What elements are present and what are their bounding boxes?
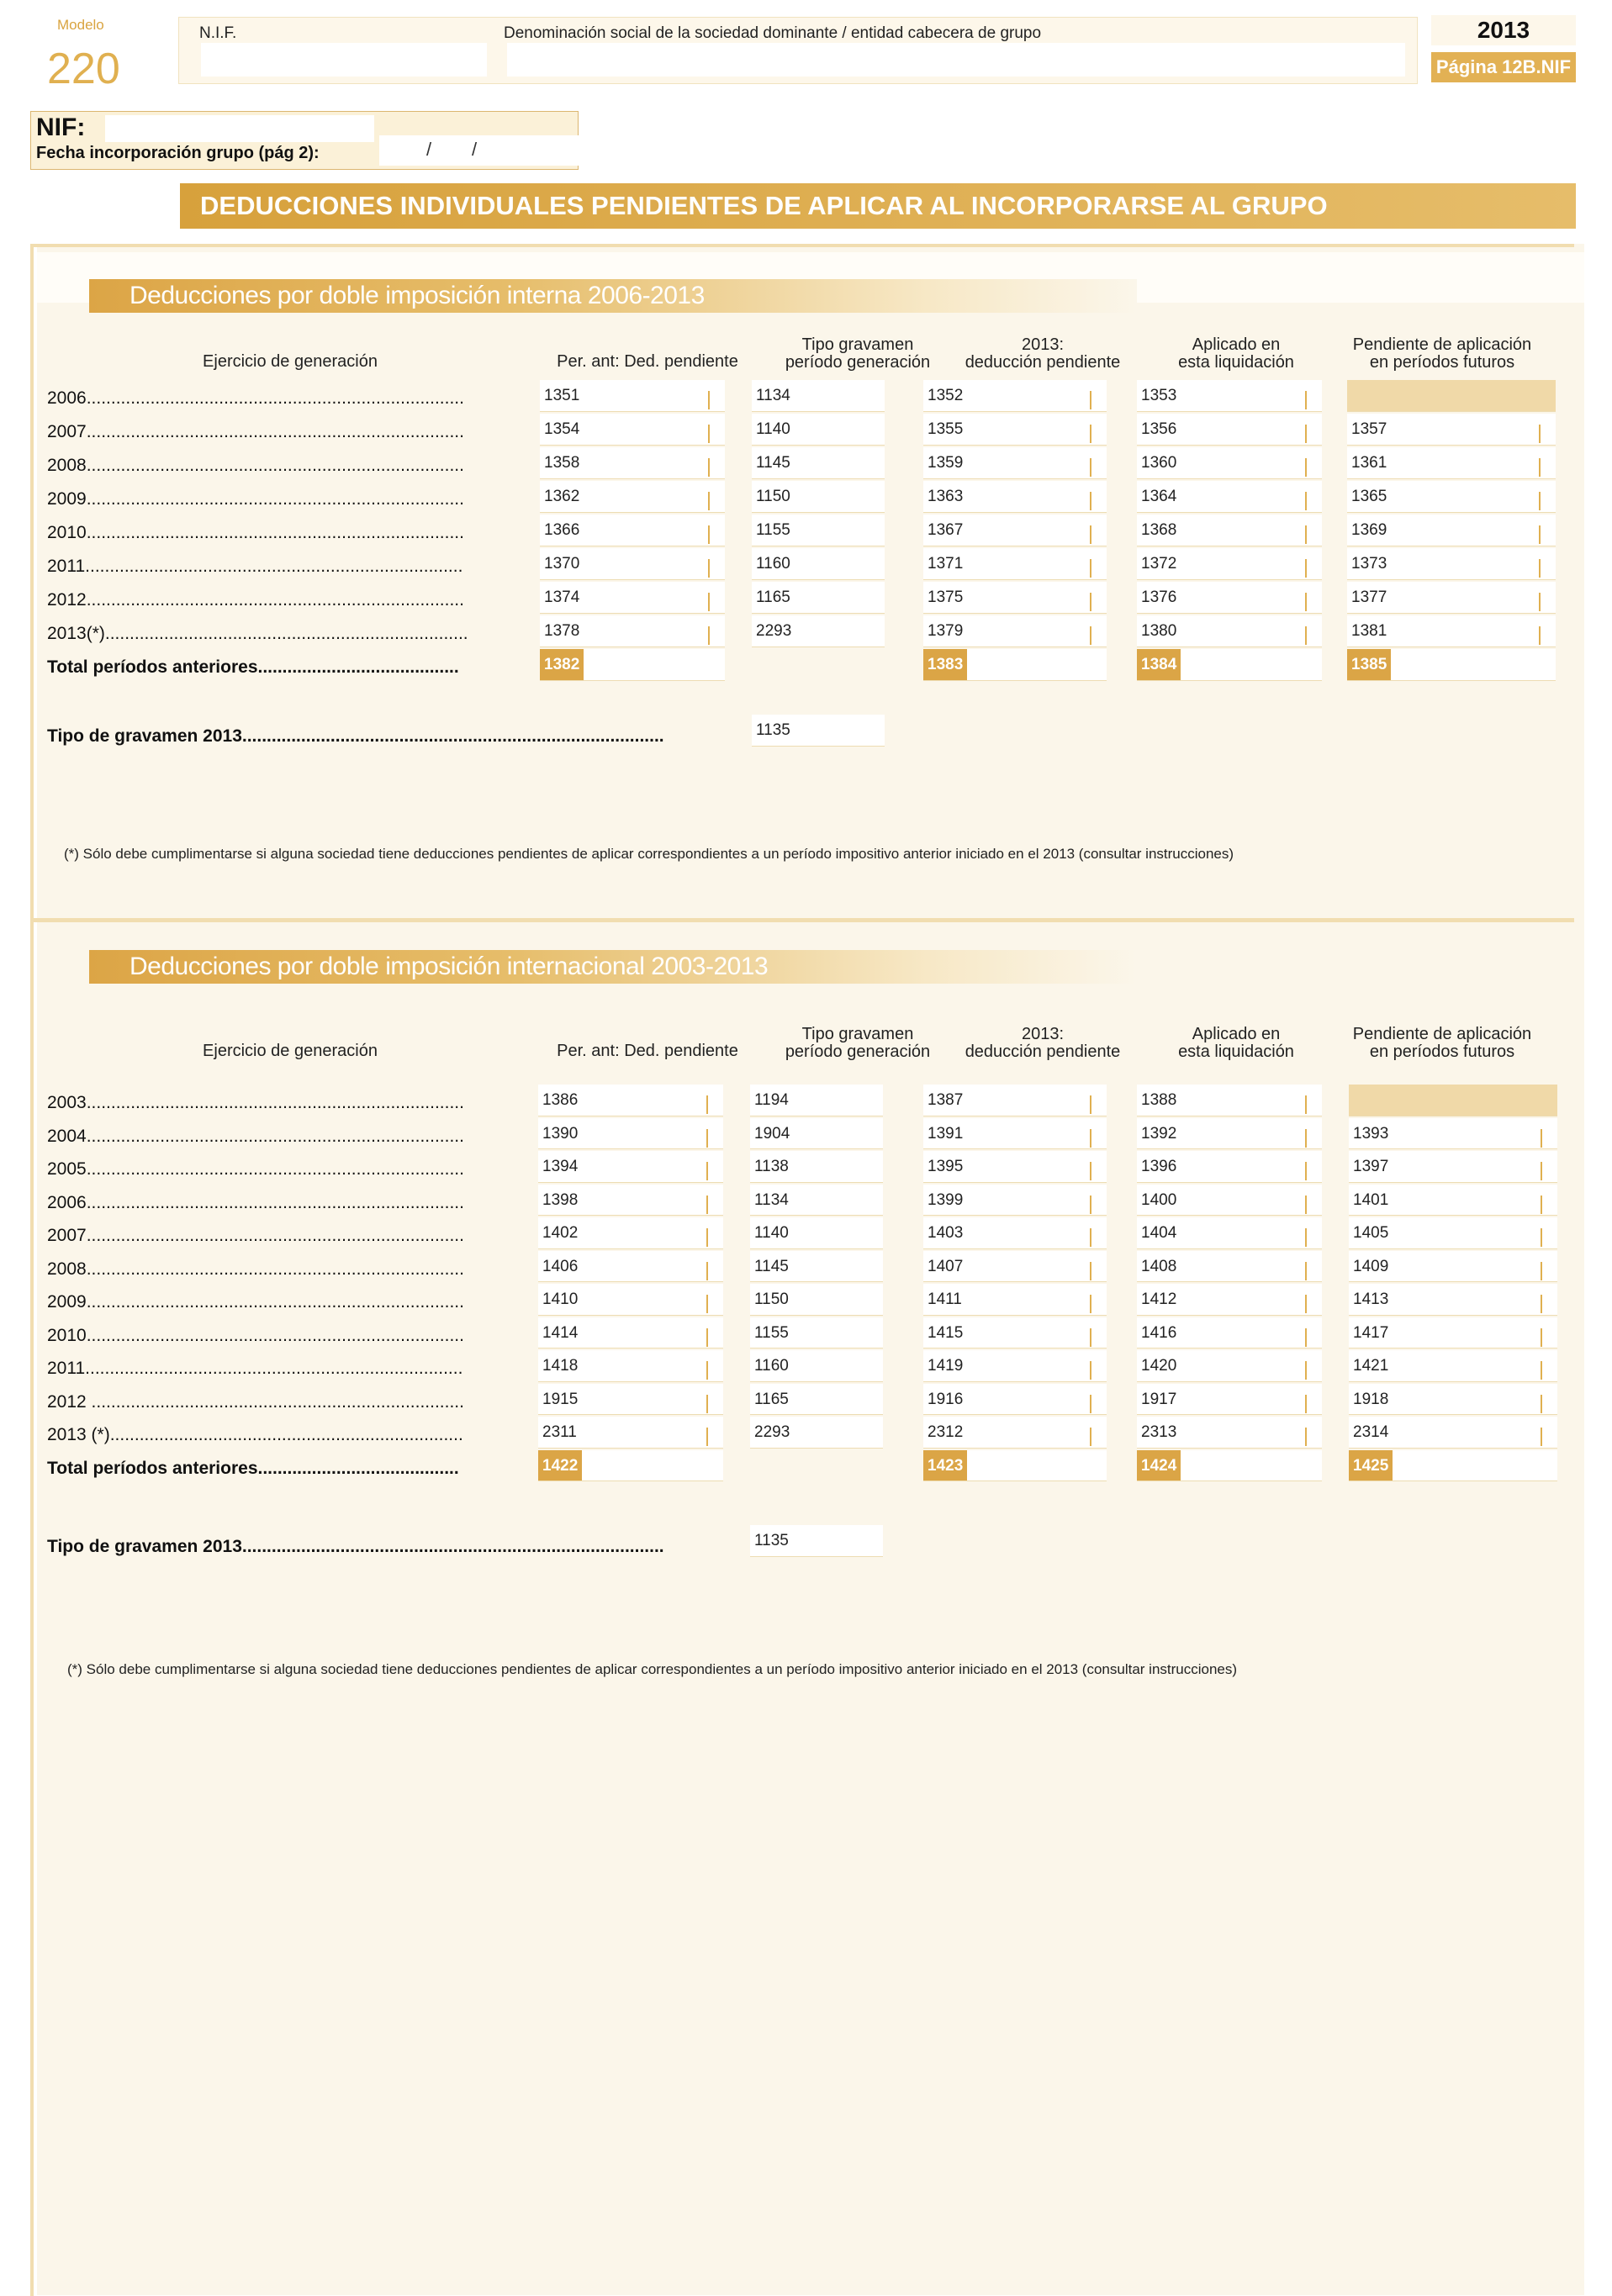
box-code: 1418 bbox=[542, 1357, 579, 1375]
section2-tipo-gravamen-field[interactable] bbox=[750, 1525, 883, 1557]
box-code: 1419 bbox=[928, 1357, 964, 1375]
section2-amount-field[interactable] bbox=[538, 1185, 723, 1217]
modelo-number: 220 bbox=[47, 45, 120, 93]
section1-column-header-5: en períodos futuros bbox=[1369, 353, 1515, 372]
box-code: 1380 bbox=[1141, 622, 1177, 640]
decimal-separator-mark bbox=[1090, 1262, 1091, 1280]
decimal-separator-mark bbox=[1090, 1295, 1091, 1313]
row-label: 2013 (*)........................................................................ bbox=[47, 1425, 463, 1444]
section-internal-title: Deducciones por doble imposición interna 2006-2013 bbox=[89, 279, 1137, 313]
row-label: 2011............................................................................. bbox=[47, 557, 463, 576]
section1-column-header-1: Per. ant: Ded. pendiente bbox=[557, 352, 738, 371]
section2-column-header-5: en períodos futuros bbox=[1369, 1042, 1515, 1061]
section2-amount-field[interactable] bbox=[538, 1217, 723, 1249]
row-label: 2010............................................................................. bbox=[47, 523, 464, 542]
box-code: 1414 bbox=[542, 1323, 579, 1342]
section2-amount-field[interactable] bbox=[1137, 1417, 1322, 1449]
section2-amount-field[interactable] bbox=[923, 1085, 1107, 1116]
box-code: 1194 bbox=[754, 1091, 789, 1109]
section2-column-header-2: Tipo gravamen bbox=[801, 1025, 914, 1043]
row-label: 2006............................................................................. bbox=[47, 388, 464, 408]
section2-amount-field[interactable] bbox=[1349, 1384, 1557, 1416]
box-code: 1408 bbox=[1141, 1257, 1177, 1275]
section2-amount-field[interactable] bbox=[750, 1085, 883, 1116]
box-code: 2293 bbox=[754, 1423, 790, 1441]
section1-total-label: Total períodos anteriores......................................... bbox=[47, 657, 459, 677]
box-code: 1368 bbox=[1141, 521, 1177, 539]
box-code: 1356 bbox=[1141, 420, 1177, 438]
section2-amount-field[interactable] bbox=[923, 1384, 1107, 1416]
box-code: 1363 bbox=[928, 488, 964, 505]
box-code: 1406 bbox=[542, 1257, 579, 1275]
decimal-separator-mark bbox=[1090, 1328, 1091, 1347]
decimal-separator-mark bbox=[1305, 1395, 1307, 1413]
box-code: 1354 bbox=[544, 420, 580, 438]
section2-amount-field[interactable] bbox=[1137, 1384, 1322, 1416]
box-code: 1359 bbox=[928, 454, 964, 472]
box-code: 1386 bbox=[542, 1091, 579, 1109]
box-code: 2311 bbox=[542, 1423, 577, 1441]
box-code: 1400 bbox=[1141, 1190, 1177, 1209]
section2-amount-field[interactable] bbox=[538, 1085, 723, 1116]
box-code: 1155 bbox=[754, 1323, 789, 1342]
decimal-separator-mark bbox=[1305, 1361, 1307, 1380]
date-separator: / bbox=[472, 139, 478, 160]
row-label: 2006............................................................................. bbox=[47, 1192, 464, 1212]
box-code: 1367 bbox=[928, 521, 964, 539]
section1-column-header-4: Aplicado en bbox=[1192, 335, 1281, 354]
box-code: 1407 bbox=[928, 1257, 964, 1275]
decimal-separator-mark bbox=[706, 1361, 708, 1380]
box-code: 1134 bbox=[756, 387, 790, 404]
section2-amount-field[interactable] bbox=[923, 1151, 1107, 1183]
decimal-separator-mark bbox=[1090, 1428, 1091, 1446]
box-code: 1372 bbox=[1141, 555, 1177, 573]
box-code: 2313 bbox=[1141, 1423, 1177, 1441]
section2-amount-field[interactable] bbox=[1137, 1284, 1322, 1316]
row-label: 2010............................................................................. bbox=[47, 1325, 464, 1345]
section1-tipo-gravamen-label: Tipo de gravamen 2013...................................................................................... bbox=[47, 726, 664, 746]
decimal-separator-mark bbox=[1541, 1361, 1542, 1380]
decimal-separator-mark bbox=[706, 1395, 708, 1413]
box-code: 1422 bbox=[538, 1450, 582, 1481]
section2-amount-field[interactable] bbox=[1349, 1417, 1557, 1449]
row-label: 2008............................................................................. bbox=[47, 1259, 464, 1279]
box-code: 1150 bbox=[756, 488, 790, 505]
box-code: 1140 bbox=[756, 420, 790, 438]
decimal-separator-mark bbox=[706, 1095, 708, 1114]
section2-amount-field[interactable] bbox=[1137, 1151, 1322, 1183]
box-code: 1381 bbox=[1351, 622, 1387, 640]
box-code: 1357 bbox=[1351, 420, 1387, 438]
box-code: 1397 bbox=[1353, 1158, 1389, 1175]
row-label: 2013(*).......................................................................... bbox=[47, 624, 468, 643]
section2-amount-field[interactable] bbox=[750, 1118, 883, 1150]
box-code: 1366 bbox=[544, 521, 580, 539]
section2-amount-field[interactable] bbox=[923, 1118, 1107, 1150]
section2-column-header-0: Ejercicio de generación bbox=[203, 1042, 378, 1060]
box-code: 1352 bbox=[928, 387, 964, 404]
box-code: 1361 bbox=[1351, 454, 1387, 472]
box-code: 1160 bbox=[756, 555, 790, 573]
box-code: 1424 bbox=[1137, 1450, 1181, 1481]
decimal-separator-mark bbox=[1541, 1196, 1542, 1214]
box-code: 1165 bbox=[756, 589, 790, 606]
row-label: 2009............................................................................. bbox=[47, 1292, 464, 1312]
decimal-separator-mark bbox=[1541, 1162, 1542, 1180]
section2-amount-field[interactable] bbox=[923, 1284, 1107, 1316]
box-code: 1374 bbox=[544, 589, 580, 606]
row-label: 2012 ............................................................................ bbox=[47, 1391, 464, 1412]
section2-column-header-5: Pendiente de aplicación bbox=[1352, 1025, 1532, 1043]
box-code: 1388 bbox=[1141, 1091, 1177, 1109]
box-code: 1916 bbox=[928, 1390, 964, 1408]
box-code: 1394 bbox=[542, 1158, 579, 1175]
box-code: 1135 bbox=[754, 1532, 789, 1549]
section2-amount-field[interactable] bbox=[1349, 1350, 1557, 1382]
box-code: 1355 bbox=[928, 420, 964, 438]
box-code: 1135 bbox=[756, 721, 790, 739]
decimal-separator-mark bbox=[1305, 1262, 1307, 1280]
decimal-separator-mark bbox=[1090, 1095, 1091, 1114]
decimal-separator-mark bbox=[1541, 1328, 1542, 1347]
box-code: 1369 bbox=[1351, 521, 1387, 539]
box-code: 1138 bbox=[754, 1158, 789, 1175]
box-code: 1425 bbox=[1349, 1450, 1393, 1481]
nif-header-label: N.I.F. bbox=[199, 24, 237, 42]
decimal-separator-mark bbox=[1305, 1162, 1307, 1180]
section2-column-header-1: Per. ant: Ded. pendiente bbox=[557, 1042, 738, 1060]
box-code: 1398 bbox=[542, 1190, 579, 1209]
box-code: 1412 bbox=[1141, 1291, 1177, 1308]
decimal-separator-mark bbox=[1541, 1129, 1542, 1148]
section2-amount-field[interactable] bbox=[923, 1317, 1107, 1349]
box-code: 1373 bbox=[1351, 555, 1387, 573]
section1-column-header-2: período generación bbox=[785, 353, 931, 372]
box-code: 1382 bbox=[540, 649, 584, 680]
section2-amount-field[interactable] bbox=[538, 1317, 723, 1349]
box-code: 1390 bbox=[542, 1124, 579, 1143]
section1-column-header-4: esta liquidación bbox=[1178, 353, 1294, 372]
decimal-separator-mark bbox=[1305, 1228, 1307, 1247]
decimal-separator-mark bbox=[706, 1295, 708, 1313]
box-code: 1370 bbox=[544, 555, 580, 573]
section2-amount-field[interactable] bbox=[750, 1384, 883, 1416]
section-international-title: Deducciones por doble imposición internacional 2003-2013 bbox=[89, 950, 1137, 984]
decimal-separator-mark bbox=[1305, 1095, 1307, 1114]
box-code: 1403 bbox=[928, 1224, 964, 1242]
box-code: 1415 bbox=[928, 1323, 964, 1342]
box-code: 1384 bbox=[1137, 649, 1181, 680]
box-code: 1410 bbox=[542, 1291, 579, 1308]
box-code: 1917 bbox=[1141, 1390, 1177, 1408]
modelo-label: Modelo bbox=[57, 17, 104, 33]
box-code: 1155 bbox=[756, 521, 790, 539]
box-code: 1375 bbox=[928, 589, 964, 606]
decimal-separator-mark bbox=[706, 1228, 708, 1247]
section2-amount-field[interactable] bbox=[750, 1350, 883, 1382]
fecha-incorporacion-label: Fecha incorporación grupo (pág 2): bbox=[36, 144, 320, 162]
box-code: 1145 bbox=[756, 454, 790, 472]
box-code: 1358 bbox=[544, 454, 580, 472]
box-code: 1360 bbox=[1141, 454, 1177, 472]
section2-column-header-4: esta liquidación bbox=[1178, 1042, 1294, 1061]
section2-amount-field[interactable] bbox=[750, 1251, 883, 1283]
box-code: 1371 bbox=[928, 555, 964, 573]
decimal-separator-mark bbox=[1090, 1129, 1091, 1148]
box-code: 1376 bbox=[1141, 589, 1177, 606]
section2-cell-shaded bbox=[1349, 1085, 1557, 1116]
box-code: 1351 bbox=[544, 387, 580, 404]
section-international-footnote: (*) Sólo debe cumplimentarse si alguna sociedad tiene deducciones pendientes de aplicar correspondientes a un período impositivo anterior iniciado en el 2013 (consultar instrucciones) bbox=[67, 1661, 1238, 1677]
box-code: 1416 bbox=[1141, 1323, 1177, 1342]
box-code: 1915 bbox=[542, 1390, 579, 1408]
denominacion-label: Denominación social de la sociedad dominante / entidad cabecera de grupo bbox=[504, 24, 1042, 42]
decimal-separator-mark bbox=[1090, 1395, 1091, 1413]
decimal-separator-mark bbox=[1305, 1196, 1307, 1214]
box-code: 1420 bbox=[1141, 1357, 1177, 1375]
decimal-separator-mark bbox=[1090, 1228, 1091, 1247]
section2-amount-field[interactable] bbox=[1349, 1317, 1557, 1349]
section2-column-header-4: Aplicado en bbox=[1192, 1025, 1281, 1043]
section2-amount-field[interactable] bbox=[538, 1450, 723, 1482]
row-label: 2009............................................................................. bbox=[47, 489, 464, 509]
box-code: 1402 bbox=[542, 1224, 579, 1242]
section2-amount-field[interactable] bbox=[538, 1384, 723, 1416]
section2-amount-field[interactable] bbox=[1137, 1450, 1322, 1482]
box-code: 1160 bbox=[754, 1357, 789, 1375]
section2-amount-field[interactable] bbox=[750, 1151, 883, 1183]
box-code: 1365 bbox=[1351, 488, 1387, 505]
box-code: 1396 bbox=[1141, 1158, 1177, 1175]
decimal-separator-mark bbox=[1541, 1428, 1542, 1446]
section2-amount-field[interactable] bbox=[1349, 1151, 1557, 1183]
box-code: 1918 bbox=[1353, 1390, 1389, 1408]
box-code: 1391 bbox=[928, 1124, 964, 1143]
box-code: 1385 bbox=[1347, 649, 1391, 680]
section2-amount-field[interactable] bbox=[538, 1251, 723, 1283]
decimal-separator-mark bbox=[1305, 1328, 1307, 1347]
box-code: 1377 bbox=[1351, 589, 1387, 606]
section2-amount-field[interactable] bbox=[750, 1185, 883, 1217]
section-internal-footnote: (*) Sólo debe cumplimentarse si alguna sociedad tiene deducciones pendientes de aplicar correspondientes a un período impositivo anterior iniciado en el 2013 (consultar instrucciones) bbox=[64, 846, 1234, 862]
year-badge: 2013 bbox=[1431, 15, 1576, 45]
box-code: 1134 bbox=[754, 1190, 789, 1209]
section2-amount-field[interactable] bbox=[1349, 1284, 1557, 1316]
box-code: 1140 bbox=[754, 1224, 789, 1242]
section2-amount-field[interactable] bbox=[538, 1284, 723, 1316]
box-code: 1150 bbox=[754, 1291, 789, 1308]
decimal-separator-mark bbox=[1090, 1196, 1091, 1214]
box-code: 2314 bbox=[1353, 1423, 1389, 1441]
section2-total-label: Total períodos anteriores......................................... bbox=[47, 1458, 459, 1478]
section2-amount-field[interactable] bbox=[1349, 1217, 1557, 1249]
box-code: 1392 bbox=[1141, 1124, 1177, 1143]
section2-amount-field[interactable] bbox=[1137, 1317, 1322, 1349]
section2-amount-field[interactable] bbox=[1137, 1217, 1322, 1249]
section2-amount-field[interactable] bbox=[923, 1251, 1107, 1283]
row-label: 2011............................................................................. bbox=[47, 1359, 463, 1378]
box-code: 1378 bbox=[544, 622, 580, 640]
section2-amount-field[interactable] bbox=[1137, 1118, 1322, 1150]
section2-amount-field[interactable] bbox=[750, 1417, 883, 1449]
decimal-separator-mark bbox=[1090, 1361, 1091, 1380]
decimal-separator-mark bbox=[1305, 1428, 1307, 1446]
section2-column-header-3: deducción pendiente bbox=[965, 1042, 1121, 1061]
box-code: 1362 bbox=[544, 488, 580, 505]
section2-column-header-3: 2013: bbox=[1021, 1025, 1065, 1043]
section2-amount-field[interactable] bbox=[923, 1350, 1107, 1382]
box-code: 1165 bbox=[754, 1390, 789, 1408]
section2-amount-field[interactable] bbox=[1349, 1251, 1557, 1283]
section2-amount-field[interactable] bbox=[923, 1185, 1107, 1217]
section2-amount-field[interactable] bbox=[1349, 1118, 1557, 1150]
box-code: 1423 bbox=[923, 1450, 967, 1481]
decimal-separator-mark bbox=[1541, 1395, 1542, 1413]
section1-column-header-3: 2013: bbox=[1021, 335, 1065, 354]
section2-tipo-gravamen-label: Tipo de gravamen 2013...................................................................................... bbox=[47, 1537, 664, 1556]
box-code: 1395 bbox=[928, 1158, 964, 1175]
decimal-separator-mark bbox=[1305, 1295, 1307, 1313]
decimal-separator-mark bbox=[1541, 1262, 1542, 1280]
box-code: 1383 bbox=[923, 649, 967, 680]
section2-amount-field[interactable] bbox=[1349, 1185, 1557, 1217]
date-separator: / bbox=[426, 139, 432, 160]
section2-amount-field[interactable] bbox=[750, 1284, 883, 1316]
decimal-separator-mark bbox=[706, 1328, 708, 1347]
section2-amount-field[interactable] bbox=[1137, 1085, 1322, 1116]
section2-amount-field[interactable] bbox=[1137, 1350, 1322, 1382]
box-code: 2312 bbox=[928, 1423, 964, 1441]
section2-amount-field[interactable] bbox=[923, 1217, 1107, 1249]
section1-column-header-3: deducción pendiente bbox=[965, 353, 1121, 372]
box-code: 1353 bbox=[1141, 387, 1177, 404]
decimal-separator-mark bbox=[1305, 1129, 1307, 1148]
decimal-separator-mark bbox=[706, 1162, 708, 1180]
decimal-separator-mark bbox=[1090, 1162, 1091, 1180]
row-label: 2004............................................................................. bbox=[47, 1126, 464, 1146]
box-code: 1399 bbox=[928, 1190, 964, 1209]
box-code: 1379 bbox=[928, 622, 964, 640]
box-code: 1387 bbox=[928, 1091, 964, 1109]
row-label: 2012............................................................................. bbox=[47, 590, 464, 610]
row-label: 2005............................................................................. bbox=[47, 1159, 464, 1179]
box-code: 1409 bbox=[1353, 1257, 1389, 1275]
section2-amount-field[interactable] bbox=[538, 1118, 723, 1150]
section2-amount-field[interactable] bbox=[750, 1317, 883, 1349]
decimal-separator-mark bbox=[706, 1196, 708, 1214]
section2-column-header-2: período generación bbox=[785, 1042, 931, 1061]
section2-amount-field[interactable] bbox=[923, 1417, 1107, 1449]
row-label: 2003............................................................................. bbox=[47, 1093, 464, 1112]
section2-amount-field[interactable] bbox=[1137, 1185, 1322, 1217]
nif-label: NIF: bbox=[36, 113, 86, 141]
section2-amount-field[interactable] bbox=[923, 1450, 1107, 1482]
section2-amount-field[interactable] bbox=[538, 1350, 723, 1382]
box-code: 1364 bbox=[1141, 488, 1177, 505]
box-code: 1417 bbox=[1353, 1323, 1389, 1342]
decimal-separator-mark bbox=[1541, 1295, 1542, 1313]
box-code: 1413 bbox=[1353, 1291, 1389, 1308]
box-code: 1421 bbox=[1353, 1357, 1389, 1375]
section2-amount-field[interactable] bbox=[1349, 1450, 1557, 1482]
decimal-separator-mark bbox=[706, 1262, 708, 1280]
box-code: 1145 bbox=[754, 1257, 789, 1275]
decimal-separator-mark bbox=[1541, 1228, 1542, 1247]
section1-column-header-5: Pendiente de aplicación bbox=[1352, 335, 1532, 354]
section2-amount-field[interactable] bbox=[750, 1217, 883, 1249]
row-label: 2007............................................................................. bbox=[47, 1226, 464, 1245]
section2-amount-field[interactable] bbox=[538, 1417, 723, 1449]
section1-column-header-2: Tipo gravamen bbox=[801, 335, 914, 354]
page-badge: Página 12B.NIF bbox=[1431, 52, 1576, 82]
row-label: 2007............................................................................. bbox=[47, 422, 464, 441]
box-code: 1401 bbox=[1353, 1190, 1389, 1209]
section2-amount-field[interactable] bbox=[538, 1151, 723, 1183]
box-code: 2293 bbox=[756, 622, 792, 640]
box-code: 1393 bbox=[1353, 1124, 1389, 1143]
box-code: 1405 bbox=[1353, 1224, 1389, 1242]
decimal-separator-mark bbox=[706, 1428, 708, 1446]
section2-amount-field[interactable] bbox=[1137, 1251, 1322, 1283]
box-code: 1411 bbox=[928, 1291, 962, 1308]
decimal-separator-mark bbox=[706, 1129, 708, 1148]
row-label: 2008............................................................................. bbox=[47, 456, 464, 475]
box-code: 1404 bbox=[1141, 1224, 1177, 1242]
section1-column-header-0: Ejercicio de generación bbox=[203, 352, 378, 371]
box-code: 1904 bbox=[754, 1124, 790, 1143]
page-title: DEDUCCIONES INDIVIDUALES PENDIENTES DE APLICAR AL INCORPORARSE AL GRUPO bbox=[180, 183, 1576, 229]
